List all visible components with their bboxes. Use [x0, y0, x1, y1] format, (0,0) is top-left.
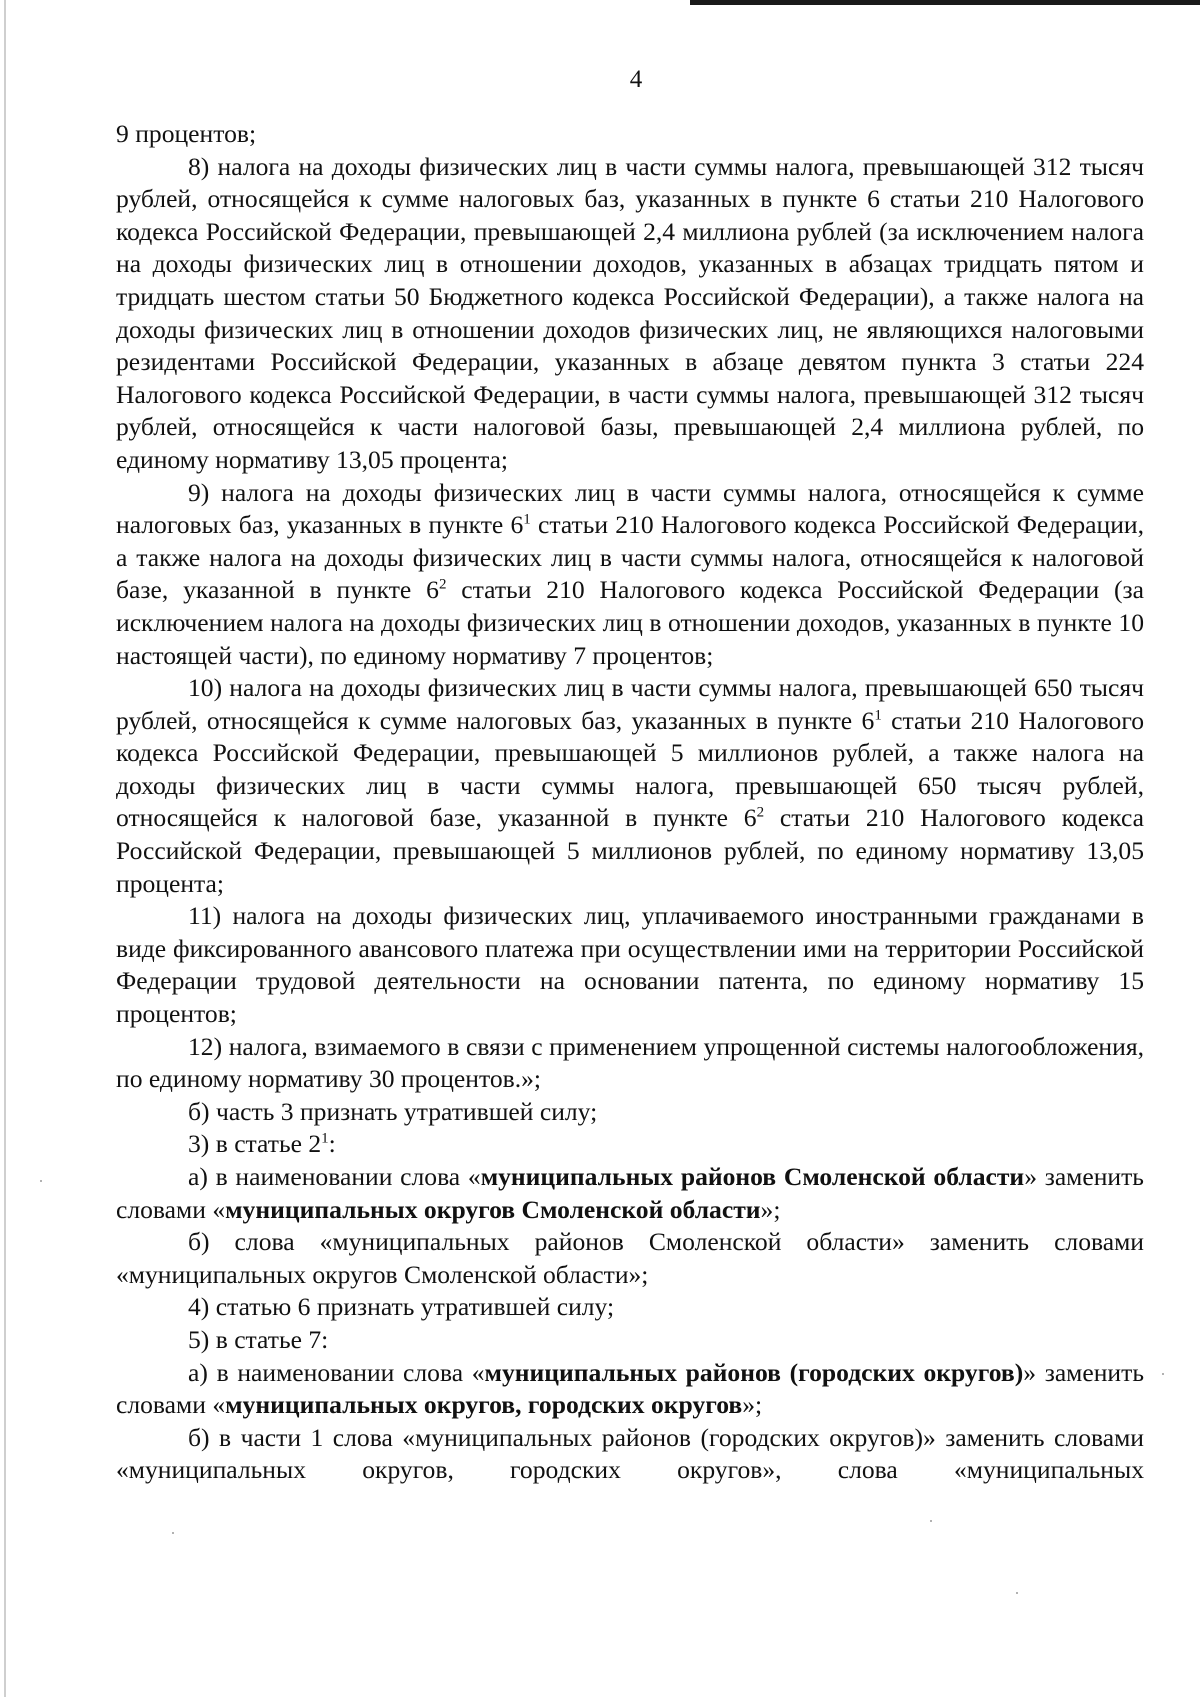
text-run: 9) налога на доходы физических лиц в части суммы налога, относящейся к сумме налоговых баз, указанных в пункте 6: [116, 477, 1144, 540]
scan-speck: [1162, 1373, 1164, 1375]
text-run: »;: [742, 1390, 763, 1420]
text-run: 4) статью 6 признать утратившей силу;: [188, 1292, 615, 1322]
scan-edge-left: [4, 0, 6, 1697]
paragraph-item-8: [116, 151, 1144, 477]
bold-run: муниципальных районов Смоленской области: [480, 1162, 1025, 1191]
text-run: статьи 210 Налогового кодекса Российской Федерации, превышающей 5 миллионов рублей, а также налога на доходы физических лиц в части суммы налога, превышающей 650 тысяч рублей, относящейся к налоговой базе, указанной в пункте 6: [116, 705, 1144, 833]
text-run: а) в наименовании слова «: [188, 1357, 485, 1387]
text-run: » заменить словами «: [116, 1162, 1144, 1224]
paragraph-sub-b-part1: [116, 1422, 1144, 1487]
paragraph-sub-b-part3: [116, 1096, 1144, 1129]
text-run: 9 процентов;: [116, 119, 257, 148]
text-run: 3) в статье 2: [188, 1129, 322, 1159]
paragraph-item-3: [116, 1128, 1144, 1161]
text-run: » заменить словами «: [116, 1357, 1144, 1420]
paragraph-sub-b-words: [116, 1226, 1144, 1291]
scan-speck: [930, 1520, 932, 1522]
paragraph-continuation: [116, 118, 1144, 151]
text-run: :: [328, 1129, 336, 1159]
paragraph-item-5: [116, 1324, 1144, 1357]
text-run: 8) налога на доходы физических лиц в части суммы налога, превышающей 312 тысяч рублей, относящейся к сумме налоговых баз, указанных в пункте 6 статьи 210 Налогового кодекса Российской Федерации, превышающей 2,4 миллиона рублей (за исключением налога на доходы физических лиц в отношении доходов, указанных в абзацах тридцать пятом и тридцать шестом статьи 50 Бюджетного кодекса Российской Федерации), а также налога на доходы физических лиц в отношении доходов физических лиц, не являющихся налоговыми резидентами Российской Федерации, указанных в абзаце девятом пункта 3 статьи 224 Налогового кодекса Российской Федерации, в части суммы налога, превышающей 312 тысяч рублей, относящейся к части налоговой базы, превышающей 2,4 миллиона рублей, по единому нормативу 13,05 процента;: [116, 151, 1144, 474]
text-run: статьи 210 Налогового кодекса Российской Федерации, превышающей 5 миллионов рублей, по единому нормативу 13,05 процента;: [116, 803, 1144, 898]
text-run: »;: [760, 1194, 781, 1224]
text-run: а) в наименовании слова «: [188, 1162, 481, 1191]
superscript: 2: [756, 804, 765, 821]
document-body: [116, 118, 1144, 1487]
superscript: 2: [438, 576, 447, 593]
scan-speck: [1016, 1592, 1018, 1594]
superscript: 1: [874, 707, 882, 724]
paragraph-sub-a-name-art7: [116, 1357, 1144, 1422]
paragraph-sub-a-name: [116, 1161, 1144, 1226]
text-run: 11) налога на доходы физических лиц, уплачиваемого иностранными гражданами в виде фиксированного авансового платежа при осуществлении ими на территории Российской Федерации трудовой деятельности на основании патента, по единому нормативу 15 процентов;: [116, 901, 1144, 1029]
paragraph-item-4: [116, 1291, 1144, 1324]
paragraph-item-10: [116, 672, 1144, 900]
scan-speck: [40, 1180, 42, 1182]
superscript: 1: [321, 1130, 329, 1147]
superscript: 1: [523, 511, 531, 528]
paragraph-item-9: [116, 477, 1144, 673]
text-run: 10) налога на доходы физических лиц в части суммы налога, превышающей 650 тысяч рублей, относящейся к сумме налоговых баз, указанных в пункте 6: [116, 673, 1144, 735]
page-number: 4: [629, 66, 643, 93]
text-run: 5) в статье 7:: [188, 1324, 329, 1354]
bold-run: муниципальных районов (городских округов): [484, 1357, 1024, 1387]
scan-speck: [172, 1532, 174, 1534]
text-run: статьи 210 Налогового кодекса Российской Федерации, а также налога на доходы физических лиц в части суммы налога, относящейся к налоговой базе, указанной в пункте 6: [116, 510, 1144, 605]
paragraph-item-11: [116, 900, 1144, 1030]
text-run: б) в части 1 слова «муниципальных районов (городских округов)» заменить словами «муниципальных округов, городских округов», слова «муниципальных: [116, 1422, 1144, 1485]
scan-edge-top: [690, 0, 1200, 5]
paragraph-item-12: [116, 1031, 1144, 1096]
text-run: 12) налога, взимаемого в связи с применением упрощенной системы налогообложения, по единому нормативу 30 процентов.»;: [116, 1031, 1144, 1094]
text-run: статьи 210 Налогового кодекса Российской Федерации (за исключением налога на доходы физических лиц в отношении доходов, указанных в пункте 10 настоящей части), по единому нормативу 7 процентов;: [116, 575, 1144, 670]
text-run: б) слова «муниципальных районов Смоленской области» заменить словами «муниципальных округов Смоленской области»;: [116, 1227, 1144, 1289]
text-run: б) часть 3 признать утратившей силу;: [188, 1096, 598, 1126]
bold-run: муниципальных округов Смоленской области: [225, 1194, 761, 1224]
bold-run: муниципальных округов, городских округов: [225, 1390, 743, 1420]
